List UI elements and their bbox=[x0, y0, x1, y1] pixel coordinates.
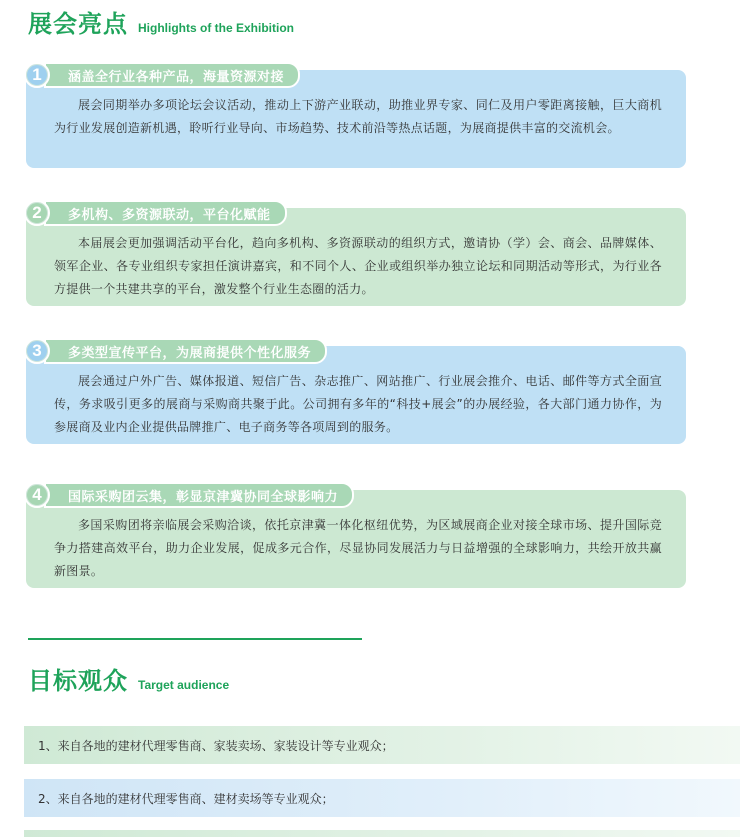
highlight-card-3 bbox=[26, 341, 686, 444]
highlight-card-4 bbox=[26, 485, 686, 588]
highlight-badge-4 bbox=[24, 482, 354, 508]
highlight-text-4: 多国采购团将亲临展会采购洽谈，依托京津冀一体化枢纽优势，为区域展商企业对接全球市场、提升国际竞争力搭建高效平台，助力企业发展，促成多元合作，尽显协同发展活力与日益增强的全球影响力，共绘开放共赢新图景。 bbox=[54, 518, 662, 578]
highlight-heading-1: 涵盖全行业各种产品，海量资源对接 bbox=[44, 62, 300, 88]
highlight-number-2: 2 bbox=[24, 200, 50, 226]
highlight-number-3: 3 bbox=[24, 338, 50, 364]
section-divider bbox=[28, 638, 362, 640]
audience-item-1: 1、来自各地的建材代理零售商、家装卖场、家装设计等专业观众； bbox=[24, 726, 740, 764]
audience-title-zh: 目标观众 bbox=[28, 667, 128, 695]
highlight-text-2: 本届展会更加强调活动平台化，趋向多机构、多资源联动的组织方式，邀请协（学）会、商会、品牌媒体、领军企业、各专业组织专家担任演讲嘉宾，和不同个人、企业或组织举办独立论坛和同期活动等形式，为行业各方提供一个共建共享的平台，激发整个行业生态圈的活力。 bbox=[54, 236, 662, 296]
highlight-badge-3 bbox=[24, 338, 327, 364]
highlight-text-3: 展会通过户外广告、媒体报道、短信广告、杂志推广、网站推广、行业展会推介、电话、邮件等方式全面宣传，务求吸引更多的展商与采购商共聚于此。公司拥有多年的“科技+展会”的办展经验，各大部门通力协作，为参展商及业内企业提供品牌推广、电子商务等各项周到的服务。 bbox=[54, 374, 662, 434]
audience-item-3-partial bbox=[24, 830, 740, 837]
highlight-text-1: 展会同期举办多项论坛会议活动，推动上下游产业联动，助推业界专家、同仁及用户零距离接触，巨大商机为行业发展创造新机遇，聆听行业导向、市场趋势、技术前沿等热点话题，为展商提供丰富的交流机会。 bbox=[54, 98, 662, 135]
highlights-title bbox=[28, 4, 294, 39]
audience-title-en: Target audience bbox=[138, 678, 230, 692]
audience-item-2: 2、来自各地的建材代理零售商、建材卖场等专业观众； bbox=[24, 779, 740, 817]
highlights-title-zh: 展会亮点 bbox=[28, 10, 128, 38]
highlight-number-4: 4 bbox=[24, 482, 50, 508]
highlight-badge-1 bbox=[24, 62, 300, 88]
highlight-card-1 bbox=[26, 65, 686, 168]
highlights-title-en: Highlights of the Exhibition bbox=[138, 21, 294, 35]
highlight-card-2 bbox=[26, 203, 686, 306]
highlight-heading-3: 多类型宣传平台，为展商提供个性化服务 bbox=[44, 338, 327, 364]
audience-title bbox=[28, 661, 229, 696]
highlight-number-1: 1 bbox=[24, 62, 50, 88]
highlight-heading-2: 多机构、多资源联动，平台化赋能 bbox=[44, 200, 287, 226]
highlight-badge-2 bbox=[24, 200, 287, 226]
highlight-heading-4: 国际采购团云集，彰显京津冀协同全球影响力 bbox=[44, 482, 354, 508]
